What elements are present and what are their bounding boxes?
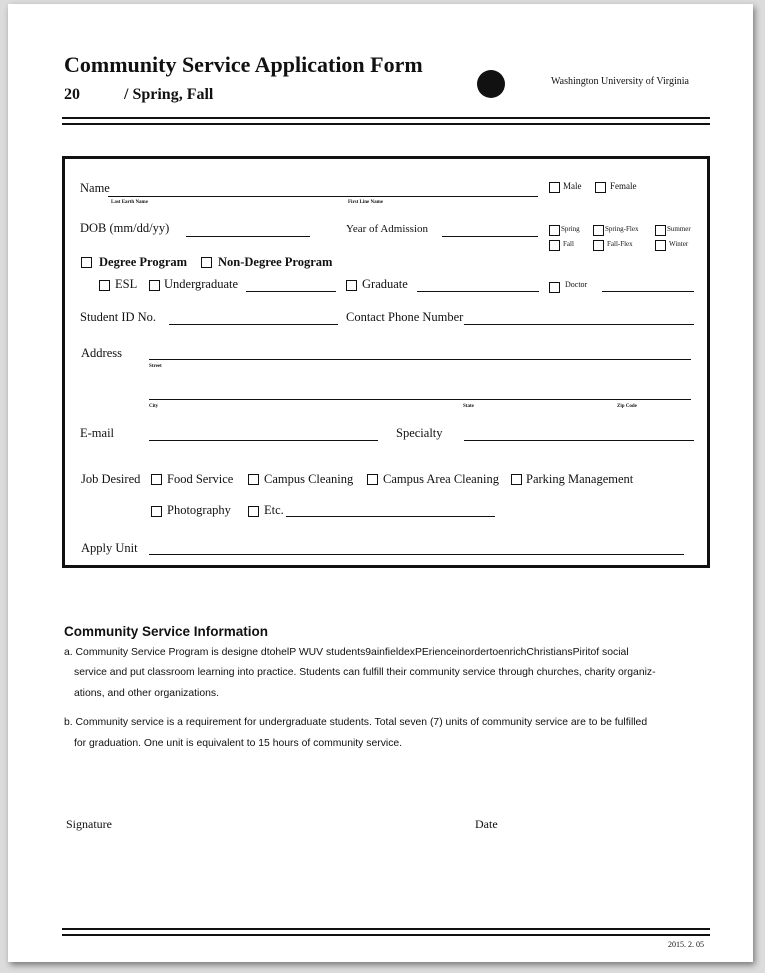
name-label: Name (80, 181, 110, 195)
fall-label: Fall (563, 240, 574, 248)
info-a-line-1: a. Community Service Program is designe dtohelP WUV students9ainfieldexPErienceinordertoenrichChristiansPiritof social (64, 647, 629, 658)
campus-area-cleaning-label: Campus Area Cleaning (383, 472, 499, 486)
specialty-label: Specialty (396, 426, 443, 440)
non-degree-label: Non-Degree Program (218, 255, 333, 269)
footer-rule-bottom (62, 934, 710, 936)
email-field[interactable] (149, 440, 378, 441)
doctor-field[interactable] (602, 291, 694, 292)
food-service-checkbox[interactable] (151, 474, 162, 485)
etc-checkbox[interactable] (248, 506, 259, 517)
etc-label: Etc. (264, 503, 284, 517)
student-id-label: Student ID No. (80, 310, 157, 324)
contact-phone-field[interactable] (464, 324, 694, 325)
first-name-caption: First Line Name (348, 200, 383, 205)
fall-flex-label: Fall-Flex (607, 240, 633, 248)
female-checkbox[interactable] (595, 182, 606, 193)
male-checkbox[interactable] (549, 182, 560, 193)
spring-flex-checkbox[interactable] (593, 225, 604, 236)
info-a-line-2: service and put classroom learning into practice. Students can fulfill their community service through churches, charity organiz- (74, 667, 656, 678)
campus-area-cleaning-checkbox[interactable] (367, 474, 378, 485)
info-a-line-3: ations, and other organizations. (74, 688, 219, 699)
zip-caption: Zip Code (617, 404, 637, 409)
campus-cleaning-label: Campus Cleaning (264, 472, 354, 486)
degree-program-label: Degree Program (99, 255, 188, 269)
parking-management-label: Parking Management (526, 472, 634, 486)
photography-label: Photography (167, 503, 231, 517)
address-label: Address (81, 346, 122, 360)
header-rule-top (62, 117, 710, 119)
fall-flex-checkbox[interactable] (593, 240, 604, 251)
female-label: Female (610, 181, 637, 191)
graduate-checkbox[interactable] (346, 280, 357, 291)
city-caption: City (149, 404, 159, 409)
specialty-field[interactable] (464, 440, 694, 441)
spring-flex-label: Spring-Flex (605, 225, 639, 233)
header-rule-bottom (62, 123, 710, 125)
winter-checkbox[interactable] (655, 240, 666, 251)
dob-label: DOB (mm/dd/yy) (80, 221, 170, 235)
summer-checkbox[interactable] (655, 225, 666, 236)
undergraduate-field[interactable] (246, 291, 336, 292)
esl-checkbox[interactable] (99, 280, 110, 291)
document-date-stamp: 2015. 2. 05 (668, 940, 704, 949)
undergraduate-label: Undergraduate (164, 277, 239, 291)
winter-label: Winter (669, 240, 689, 248)
dob-field[interactable] (186, 236, 310, 237)
graduate-label: Graduate (362, 277, 408, 291)
info-b-line-2: for graduation. One unit is equivalent to 15 hours of community service. (74, 738, 403, 749)
street-caption: Street (149, 364, 162, 369)
form-title: Community Service Application Form (64, 52, 423, 77)
info-section-title: Community Service Information (64, 624, 269, 639)
non-degree-checkbox[interactable] (201, 257, 212, 268)
student-id-field[interactable] (169, 324, 338, 325)
doctor-label: Doctor (565, 280, 588, 289)
info-b-line-1: b. Community service is a requirement for undergraduate students. Total seven (7) units of community service are to be fulfilled (64, 717, 648, 728)
email-label: E-mail (80, 426, 115, 440)
degree-program-checkbox[interactable] (81, 257, 92, 268)
job-desired-label: Job Desired (81, 472, 141, 486)
esl-label: ESL (115, 277, 138, 291)
fall-checkbox[interactable] (549, 240, 560, 251)
contact-phone-label: Contact Phone Number (346, 310, 464, 324)
logo-dot-icon (477, 70, 505, 98)
term-line (64, 86, 213, 104)
name-field[interactable] (108, 196, 538, 197)
state-caption: State (463, 404, 474, 409)
year-label: 20 (64, 86, 80, 103)
street-field[interactable] (149, 359, 691, 360)
university-name: Washington University of Virginia (551, 76, 689, 87)
undergraduate-checkbox[interactable] (149, 280, 160, 291)
graduate-field[interactable] (417, 291, 539, 292)
signature-label: Signature (66, 817, 112, 831)
apply-unit-field[interactable] (149, 554, 684, 555)
photography-checkbox[interactable] (151, 506, 162, 517)
doctor-checkbox[interactable] (549, 282, 560, 293)
apply-unit-label: Apply Unit (81, 541, 138, 555)
summer-label: Summer (667, 225, 691, 233)
terms-label: / Spring, Fall (124, 86, 214, 103)
last-name-caption: Last Earth Name (111, 200, 148, 205)
year-admission-label: Year of Admission (346, 223, 429, 235)
city-state-zip-field[interactable] (149, 399, 691, 400)
document-page (8, 4, 753, 962)
date-label: Date (475, 817, 498, 831)
food-service-label: Food Service (167, 472, 234, 486)
footer-rule-top (62, 928, 710, 930)
year-admission-field[interactable] (442, 236, 538, 237)
etc-field[interactable] (286, 516, 495, 517)
male-label: Male (563, 181, 582, 191)
parking-management-checkbox[interactable] (511, 474, 522, 485)
campus-cleaning-checkbox[interactable] (248, 474, 259, 485)
spring-checkbox[interactable] (549, 225, 560, 236)
spring-label: Spring (561, 225, 580, 233)
